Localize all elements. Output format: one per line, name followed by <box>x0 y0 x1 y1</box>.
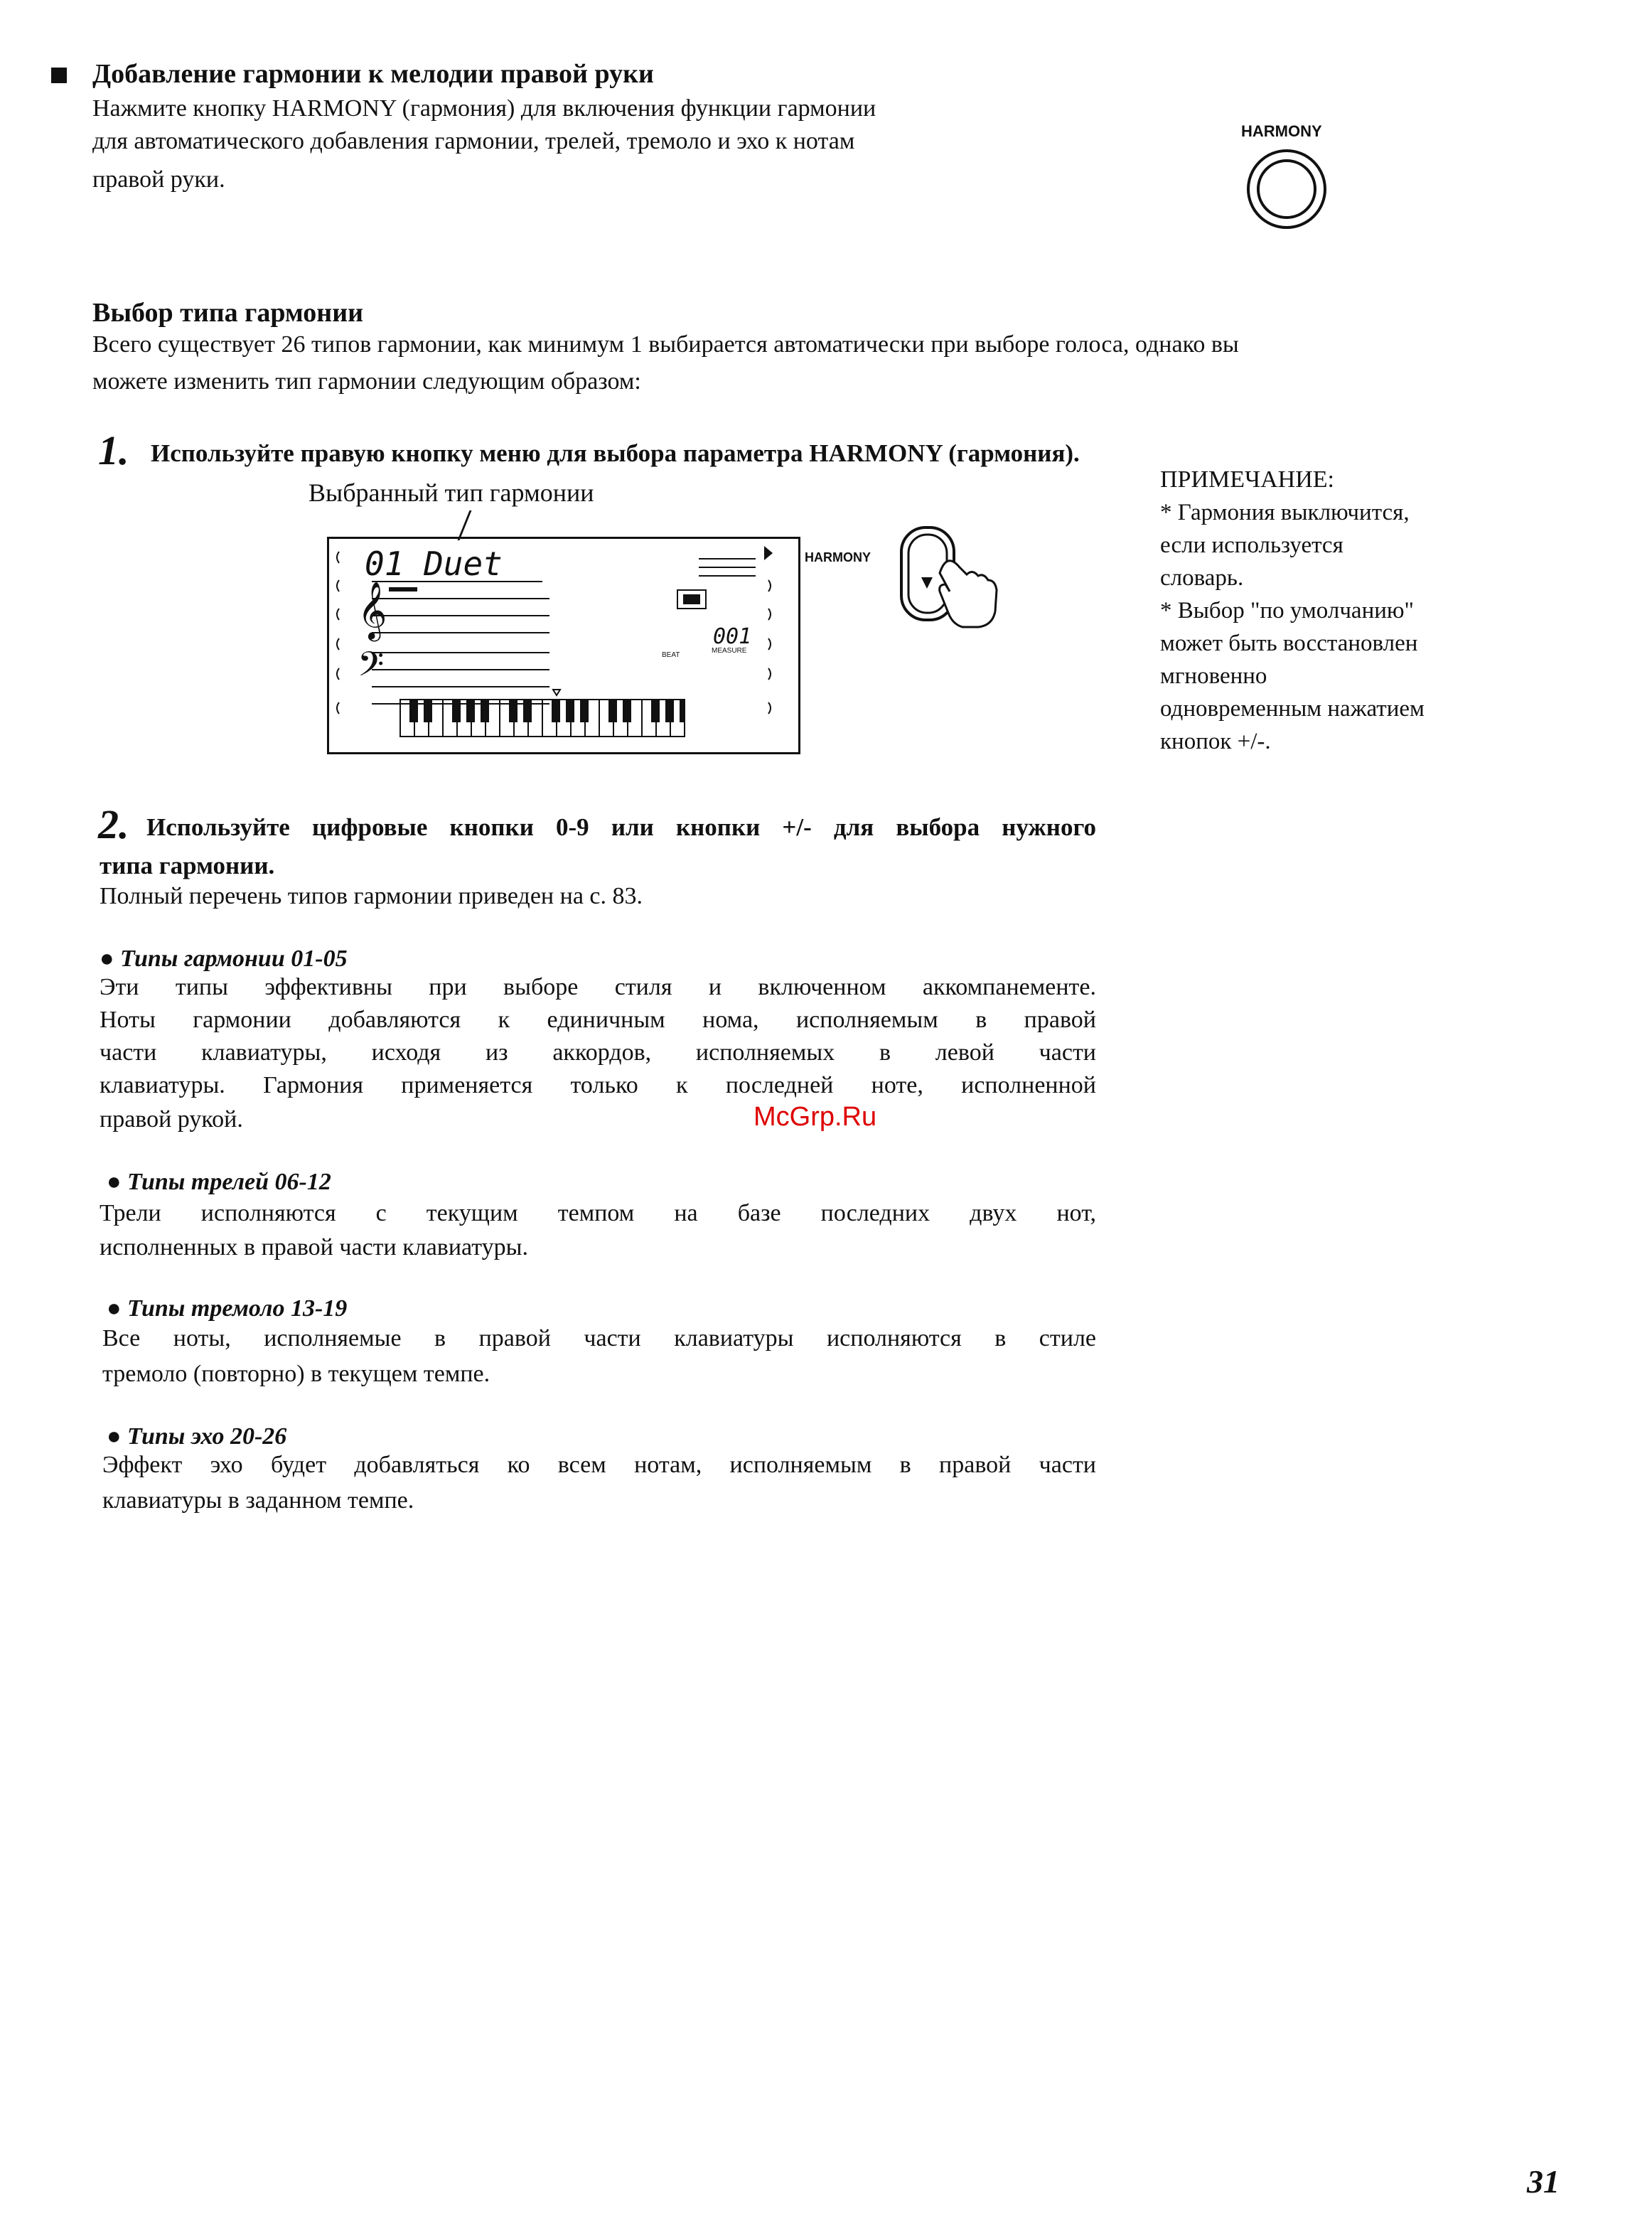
lcd-harmony-name: 01 Duet <box>365 545 503 583</box>
section-intro-line: можете изменить тип гармонии следующим образом: <box>92 368 641 395</box>
harmony-button-icon[interactable] <box>1245 148 1328 230</box>
type-line: Ноты гармонии добавляются к единичным нома, исполняемым в правой <box>100 1007 1096 1033</box>
type-line: тремоло (повторно) в текущем темпе. <box>102 1361 490 1387</box>
lcd-measure-number: 001 <box>713 624 752 649</box>
type-line: Эффект эхо будет добавляться ко всем нотам, исполняемым в правой части <box>102 1452 1096 1478</box>
note-line: мгновенно <box>1160 663 1267 689</box>
menu-button-icon[interactable] <box>897 523 1011 630</box>
type-heading: ● Типы гармонии 01-05 <box>100 946 348 972</box>
menu-button-label: HARMONY <box>805 550 871 564</box>
type-line: клавиатуры. Гармония применяется только к последней ноте, исполненной <box>100 1072 1096 1098</box>
type-line: исполненных в правой части клавиатуры. <box>100 1234 529 1260</box>
section-bullet-icon <box>51 68 67 83</box>
lcd-beat-label: BEAT <box>662 651 680 659</box>
step-subtext: Полный перечень типов гармонии приведен на с. 83. <box>100 883 643 909</box>
note-line: одновременным нажатием <box>1160 696 1425 722</box>
note-title: ПРИМЕЧАНИЕ: <box>1160 466 1334 493</box>
type-line: Трели исполняются с текущим темпом на базе последних двух нот, <box>100 1200 1096 1226</box>
type-line: правой рукой. <box>100 1106 243 1133</box>
note-line: словарь. <box>1160 565 1244 591</box>
section-intro-line: для автоматического добавления гармонии, трелей, тремоло и эхо к нотам <box>92 128 855 154</box>
lcd-measure-label: MEASURE <box>712 647 747 655</box>
display-caption: Выбранный тип гармонии <box>309 478 594 507</box>
section-title-harmony: Добавление гармонии к мелодии правой руки <box>92 59 654 89</box>
step-number: 2. <box>98 801 129 847</box>
section-intro-line: Нажмите кнопку HARMONY (гармония) для включения функции гармонии <box>92 95 876 122</box>
note-line: если используется <box>1160 532 1343 558</box>
page-number: 31 <box>1527 2163 1560 2200</box>
svg-text:𝄢: 𝄢 <box>358 644 385 692</box>
type-line: клавиатуры в заданном темпе. <box>102 1487 414 1514</box>
caption-leader <box>458 510 472 540</box>
lcd-display <box>327 537 800 754</box>
note-line: * Выбор "по умолчанию" <box>1160 598 1415 623</box>
type-line: части клавиатуры, исходя из аккордов, исполняемых в левой части <box>100 1039 1096 1066</box>
section-intro-line: Всего существует 26 типов гармонии, как минимум 1 выбирается автоматически при выборе голоса, однако вы <box>92 331 1239 358</box>
type-heading: ● Типы трелей 06-12 <box>107 1169 331 1195</box>
type-heading: ● Типы эхо 20-26 <box>107 1423 287 1450</box>
step-text: Используйте цифровые кнопки 0-9 или кнопки +/- для выбора нужного <box>146 813 1096 841</box>
watermark: McGrp.Ru <box>753 1102 877 1132</box>
type-heading: ● Типы тремоло 13-19 <box>107 1295 348 1322</box>
section-title-type: Выбор типа гармонии <box>92 298 363 328</box>
step-text: типа гармонии. <box>100 852 275 879</box>
type-line: Все ноты, исполняемые в правой части клавиатуры исполняются в стиле <box>102 1325 1096 1351</box>
note-line: кнопок +/-. <box>1160 729 1271 754</box>
step-text: Используйте правую кнопку меню для выбора параметра HARMONY (гармония). <box>151 439 1080 467</box>
step-number: 1. <box>98 427 129 473</box>
note-line: может быть восстановлен <box>1160 631 1418 656</box>
note-box <box>1160 464 1530 758</box>
svg-text:𝄞: 𝄞 <box>358 581 387 639</box>
section-intro-line: правой руки. <box>92 166 225 193</box>
type-line: Эти типы эффективны при выборе стиля и включенном аккомпанементе. <box>100 974 1096 1000</box>
harmony-button-label: HARMONY <box>1241 122 1322 140</box>
note-line: * Гармония выключится, <box>1160 500 1410 525</box>
